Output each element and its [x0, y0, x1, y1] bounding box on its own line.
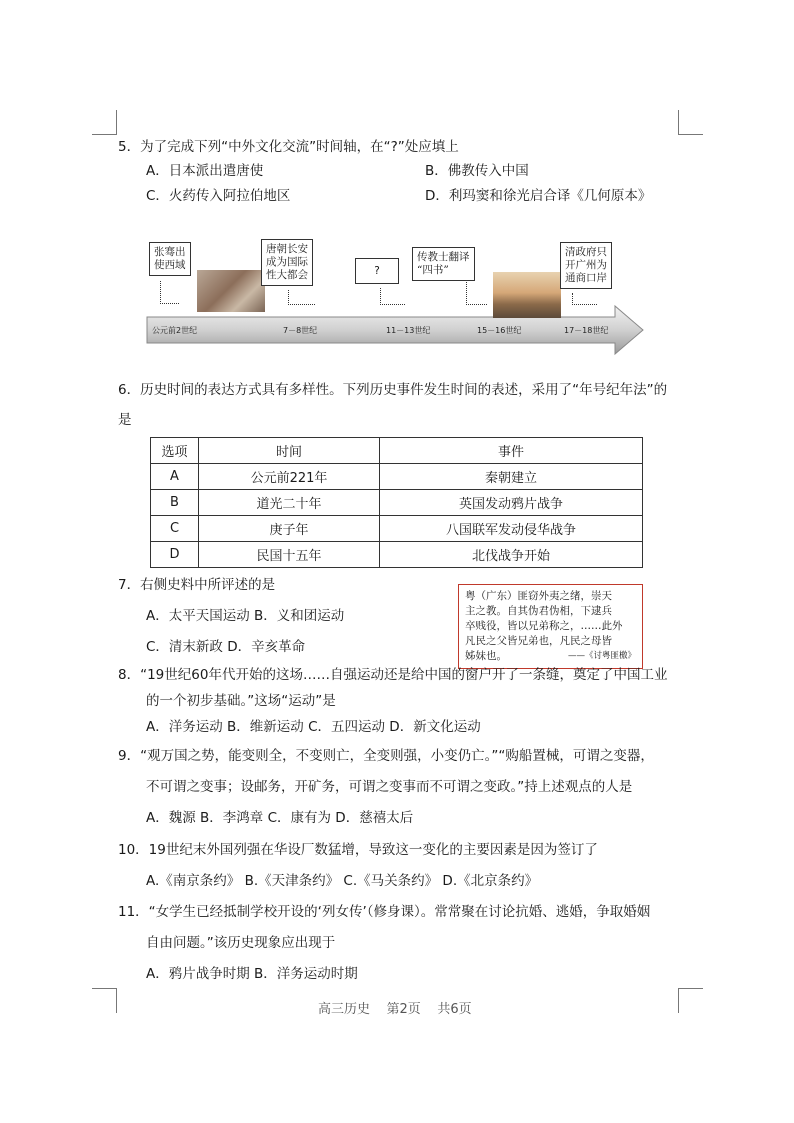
quote-line: 粤（广东）匪窃外夷之绪，崇天: [465, 590, 612, 602]
timeline-tick-4: 15－16世纪: [477, 326, 522, 335]
table-header-row: [151, 438, 643, 464]
question-8-stem-line2: 的一个初步基础。”这场“运动”是: [146, 693, 336, 709]
quote-line: 卒贱役，皆以兄弟称之，……此外: [465, 620, 623, 632]
question-8-options: A．洋务运动 B．维新运动 C．五四运动 D．新文化运动: [146, 719, 481, 735]
question-10-stem: 10．19世纪末外国列强在华设厂数猛增，导致这一变化的主要因素是因为签订了: [118, 842, 598, 858]
timeline-figure: [140, 236, 645, 358]
quote-source: ——《讨粤匪檄》: [567, 651, 636, 661]
timeline-box-tang-changan: 唐朝长安 成为国际 性大都会: [261, 239, 313, 286]
table-row: [151, 490, 643, 516]
canton-port-painting-image: [493, 272, 561, 318]
timeline-tick-1: 公元前2世纪: [152, 326, 198, 335]
table-row: [151, 542, 643, 568]
table-cell: 民国十五年: [199, 542, 380, 568]
timeline-box-missionaries: 传教士翻译 “四书”: [412, 247, 475, 281]
table-cell: 庚子年: [199, 516, 380, 542]
question-9-stem-line2: 不可谓之变事；设邮务，开矿务，可谓之变事而不可谓之变政。”持上述观点的人是: [146, 779, 633, 795]
table-row: [151, 464, 643, 490]
timeline-connector-3: [380, 288, 405, 305]
question-7-options-line2: C．清末新政 D．辛亥革命: [146, 639, 306, 655]
timeline-box-qing-canton: 清政府只 开广州为 通商口岸: [560, 242, 612, 289]
question-7-options-line1: A．太平天国运动 B．义和团运动: [146, 608, 345, 624]
timeline-box-unknown: ?: [355, 258, 399, 284]
question-9-options: A．魏源 B．李鸿章 C．康有为 D．慈禧太后: [146, 810, 414, 826]
corner-mark-top-left: [92, 110, 117, 135]
timeline-box-zhang-qian: 张骞出 使西域: [149, 242, 191, 276]
table-header-event: 事件: [380, 438, 643, 464]
timeline-tick-3: 11－13世纪: [386, 326, 431, 335]
question-7-source-quote: [458, 584, 643, 669]
table-cell: D: [151, 542, 199, 568]
question-6-stem-line1: 6．历史时间的表达方式具有多样性。下列历史事件发生时间的表述，采用了“年号纪年法”的: [118, 382, 668, 398]
question-6-stem-line2: 是: [118, 412, 132, 428]
question-5-option-d: D．利玛窦和徐光启合译《几何原本》: [425, 188, 652, 204]
question-7-stem: 7．右侧史料中所评述的是: [118, 577, 276, 593]
question-6-table: [150, 437, 643, 568]
table-header-time: 时间: [199, 438, 380, 464]
table-header-option: 选项: [151, 438, 199, 464]
question-11-stem-line2: 自由问题。”该历史现象应出现于: [146, 935, 336, 951]
question-5-option-b: B．佛教传入中国: [425, 163, 529, 179]
question-11-options: A．鸦片战争时期 B．洋务运动时期: [146, 966, 358, 982]
corner-mark-bottom-right: [678, 988, 703, 1013]
quote-line: 主之教。自其伪君伪相，下逮兵: [465, 605, 612, 617]
page-footer: 高三历史 第2页 共6页: [318, 1002, 472, 1017]
table-cell: 八国联军发动侵华战争: [380, 516, 643, 542]
quote-line: 姊妹也。: [465, 650, 507, 662]
question-8-stem-line1: 8．“19世纪60年代开始的这场……自强运动还是给中国的窗户开了一条缝，奠定了中国工业: [118, 667, 668, 683]
table-cell: 北伐战争开始: [380, 542, 643, 568]
timeline-connector-2: [288, 290, 315, 305]
question-11-stem-line1: 11．“女学生已经抵制学校开设的‘列女传’（修身课）。常常聚在讨论抗婚、逃婚，争取婚姻: [118, 904, 651, 920]
table-cell: 道光二十年: [199, 490, 380, 516]
ship-painting-image: [197, 270, 265, 312]
table-row: [151, 516, 643, 542]
table-cell: 英国发动鸦片战争: [380, 490, 643, 516]
timeline-connector-1: [160, 281, 179, 304]
table-cell: C: [151, 516, 199, 542]
timeline-tick-5: 17－18世纪: [564, 326, 609, 335]
table-cell: B: [151, 490, 199, 516]
question-5-option-c: C．火药传入阿拉伯地区: [146, 188, 291, 204]
table-cell: 秦朝建立: [380, 464, 643, 490]
table-cell: A: [151, 464, 199, 490]
question-5-stem: 5．为了完成下列“中外文化交流”时间轴，在“?”处应填上: [118, 139, 459, 155]
corner-mark-top-right: [678, 110, 703, 135]
quote-line: 凡民之父皆兄弟也，凡民之母皆: [465, 635, 612, 647]
timeline-connector-5: [572, 293, 597, 305]
corner-mark-bottom-left: [92, 988, 117, 1013]
timeline-connector-4: [466, 280, 487, 305]
question-10-options: A.《南京条约》 B.《天津条约》 C.《马关条约》 D.《北京条约》: [146, 873, 539, 889]
question-9-stem-line1: 9．“观万国之势，能变则全，不变则亡，全变则强，小变仍亡。”“购船置械，可谓之变器，: [118, 748, 654, 764]
table-cell: 公元前221年: [199, 464, 380, 490]
timeline-tick-2: 7－8世纪: [283, 326, 318, 335]
question-5-option-a: A．日本派出遣唐使: [146, 163, 264, 179]
